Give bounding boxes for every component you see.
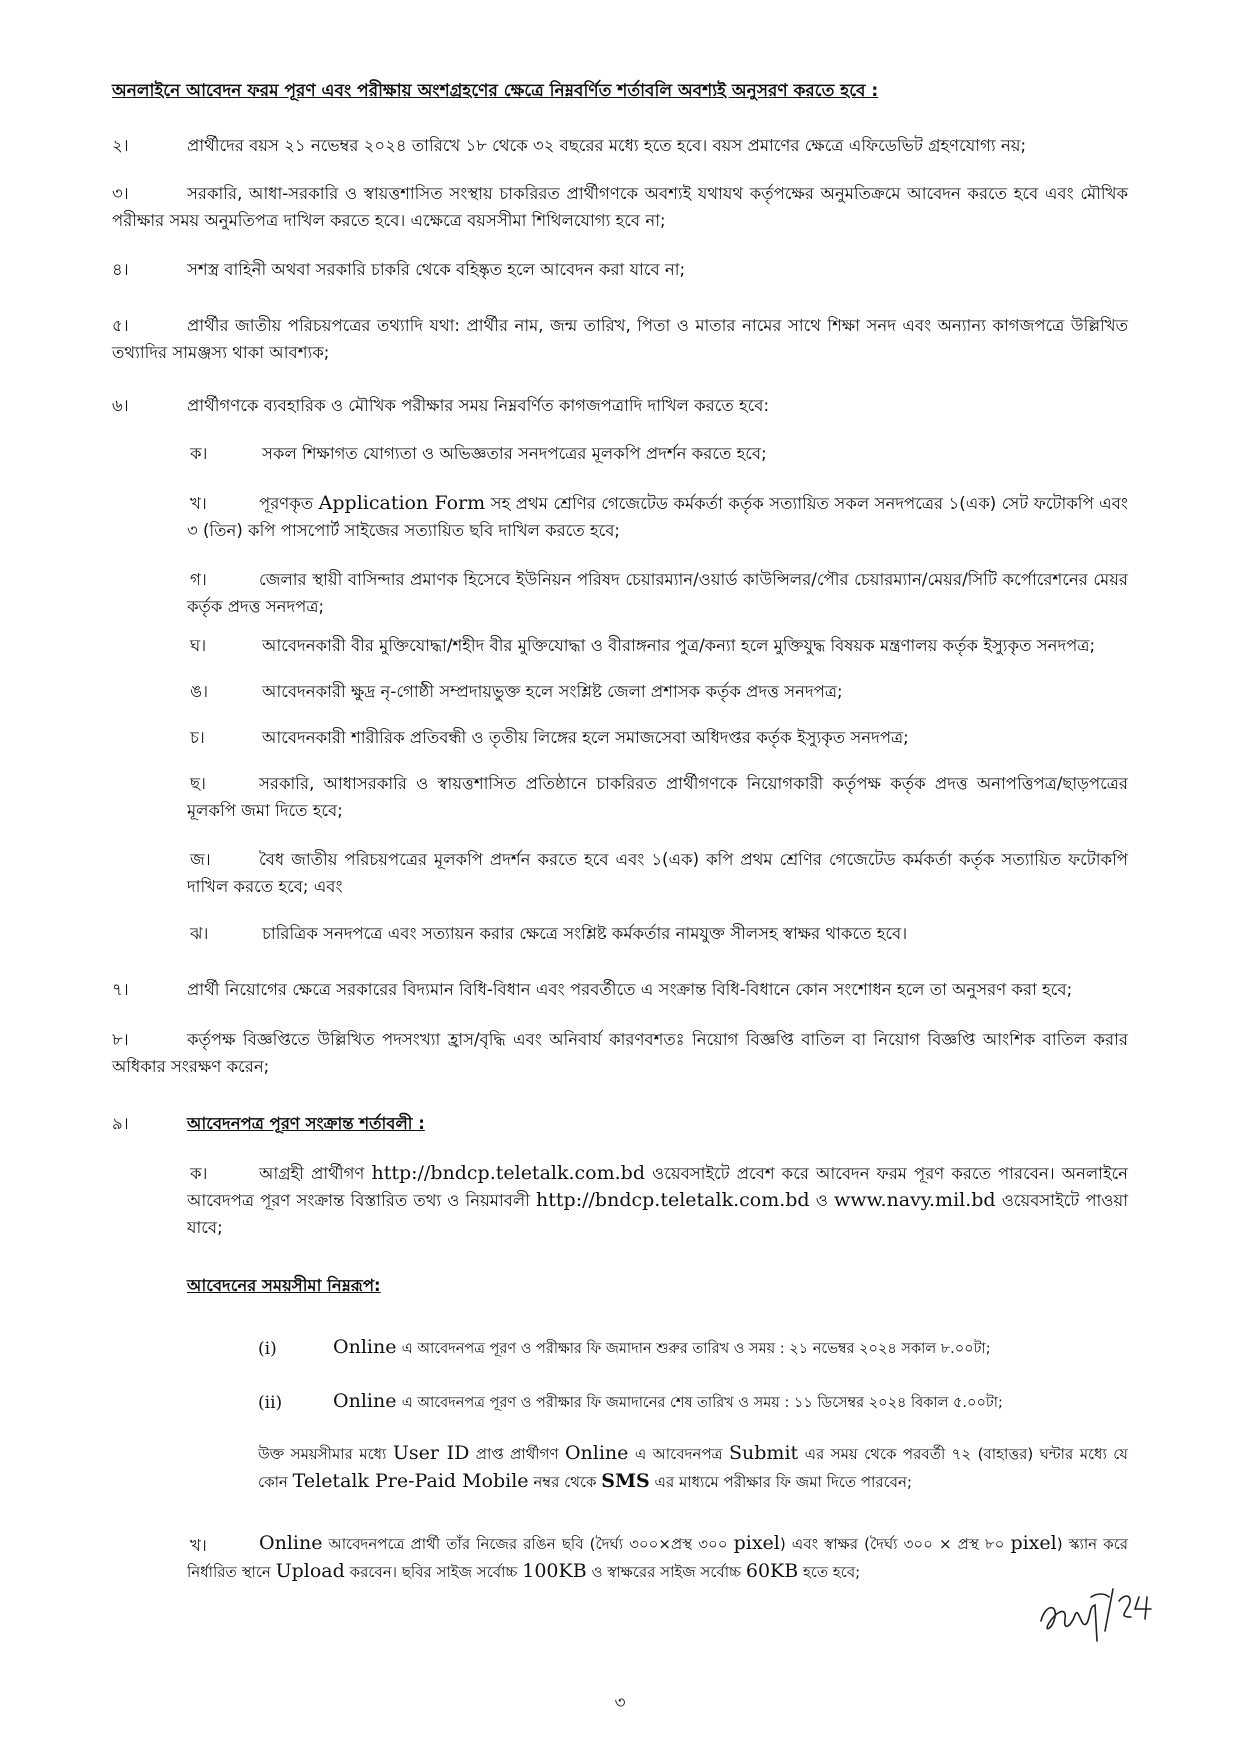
handwritten-signature xyxy=(1035,1575,1165,1649)
fee-paragraph: উক্ত সময়সীমার মধ্যে User ID প্রাপ্ত প্রার্থীগণ Online এ আবেদনপত্র Submit এর সময় থেকে পরবর্তী ৭২ (বাহাত্তর) ঘন্টার মধ্যে যে কোন Teletalk Pre-Paid Mobile নম্বর থেকে SMS এর মাধ্যমে পরীক্ষার ফি জমা দিতে পারবেন; xyxy=(258,1442,1128,1492)
item-number: ৫। xyxy=(112,316,129,335)
item-text: সরকারি, আধা-সরকারি ও স্বায়ত্তশাসিত সংস্থায় চাকরিরত প্রার্থীগণকে অবশ্যই যথাযথ কর্তৃপক্ষের অনুমতিক্রমে আবেদন করতে হবে এবং মৌখিক পরীক্ষার সময় অনুমতিপত্র দাখিল করতে হবে। এক্ষেত্রে বয়সসীমা শিথিলযোগ্য হবে না; xyxy=(112,184,1128,230)
item-text: কর্তৃপক্ষ বিজ্ঞপ্তিতে উল্লিখিত পদসংখ্যা হ্রাস/বৃদ্ধি এবং অনিবার্য কারণবশতঃ নিয়োগ বিজ্ঞপ্তি বাতিল বা নিয়োগ বিজ্ঞপ্তি আংশিক বাতিল করার অধিকার সংরক্ষণ করেন; xyxy=(112,1030,1128,1076)
sub-item-number: ঝ। xyxy=(190,924,209,943)
sub-item-text: বৈধ জাতীয় পরিচয়পত্রের মূলকপি প্রদর্শন করতে হবে এবং ১(এক) কপি প্রথম শ্রেণির গেজেটেড কর্মকর্তা কর্তৃক সত্যায়িত ফটোকপি দাখিল করতে হবে; এবং xyxy=(187,850,1128,896)
section-heading: আবেদনপত্র পূরণ সংক্রান্ত শর্তাবলী : xyxy=(187,1114,425,1133)
deadline-number: (i) xyxy=(258,1339,277,1359)
sub-item-text: সরকারি, আধাসরকারি ও স্বায়ত্তশাসিত প্রতিষ্ঠানে চাকরিরত প্রার্থীগণকে নিয়োগকারী কর্তৃপক্ষ কর্তৃক প্রদত্ত অনাপত্তিপত্র/ছাড়পত্রের মূলকপি জমা দিতে হবে; xyxy=(187,774,1128,820)
item-number: ২। xyxy=(112,136,129,155)
sub-item-number: গ। xyxy=(190,570,207,589)
sub-item-text: জেলার স্থায়ী বাসিন্দার প্রমাণক হিসেবে ইউনিয়ন পরিষদ চেয়ারম্যান/ওয়ার্ড কাউন্সিলর/পৌর চেয়ারম্যান/মেয়র/সিটি কর্পোরেশনের মেয়র কর্তৃক প্রদত্ত সনদপত্র; xyxy=(187,570,1128,616)
item-number: ৩। xyxy=(112,184,129,203)
sub-item-text: Online আবেদনপত্রে প্রার্থী তাঁর নিজের রঙিন ছবি (দৈর্ঘ্য ৩০০×প্রস্থ ৩০০ pixel) এবং স্বাক্ষর (দৈর্ঘ্য ৩০০ × প্রস্থ ৮০ pixel) স্ক্যান করে নির্ধারিত স্থানে Upload করবেন। ছবির সাইজ সর্বোচ্চ 100KB ও স্বাক্ষরের সাইজ সর্বোচ্চ 60KB হতে হবে; xyxy=(187,1532,1128,1582)
deadline-number: (ii) xyxy=(258,1393,283,1413)
item-text: সশস্ত্র বাহিনী অথবা সরকারি চাকরি থেকে বহিষ্কৃত হলে আবেদন করা যাবে না; xyxy=(187,260,686,279)
sub-item-number: চ। xyxy=(190,728,205,747)
page-heading: অনলাইনে আবেদন ফরম পূরণ এবং পরীক্ষায় অংশগ্রহণের ক্ষেত্রে নিম্নবর্ণিত শর্তাবলি অবশ্যই অনুসরণ করতে হবে : xyxy=(112,81,879,101)
sub-item-number: খ। xyxy=(190,494,207,513)
item-text: প্রার্থীর জাতীয় পরিচয়পত্রের তথ্যাদি যথা: প্রার্থীর নাম, জন্ম তারিখ, পিতা ও মাতার নামের সাথে শিক্ষা সনদ এবং অন্যান্য কাগজপত্রে উল্লিখিত তথ্যাদির সামঞ্জস্য থাকা আবশ্যক; xyxy=(112,316,1128,362)
deadline-end: Online এ আবেদনপত্র পূরণ ও পরীক্ষার ফি জমাদানের শেষ তারিখ ও সময় : ১১ ডিসেম্বর ২০২৪ বিকাল ৫.০০টা; xyxy=(333,1390,1003,1412)
sub-item-number: ক। xyxy=(190,1164,208,1183)
sub-item-number: জ। xyxy=(190,850,211,869)
sub-item-number: ঘ। xyxy=(190,636,207,655)
navy-url[interactable]: www.navy.mil.bd xyxy=(833,1189,996,1211)
item-text: প্রার্থীদের বয়স ২১ নভেম্বর ২০২৪ তারিখে ১৮ থেকে ৩২ বছরের মধ্যে হতে হবে। বয়স প্রমাণের ক্ষেত্রে এফিডেভিট গ্রহণযোগ্য নয়; xyxy=(187,136,1027,155)
item-text: প্রার্থী নিয়োগের ক্ষেত্রে সরকারের বিদ্যমান বিধি-বিধান এবং পরবর্তীতে এ সংক্রান্ত বিধি-বিধানে কোন সংশোধন হলে তা অনুসরণ করা হবে; xyxy=(187,980,1073,999)
page-number: ৩ xyxy=(614,1693,626,1713)
item-number: ৯। xyxy=(112,1114,129,1133)
sub-item-text: আবেদনকারী শারীরিক প্রতিবন্ধী ও তৃতীয় লিঙ্গের হলে সমাজসেবা অধিদপ্তর কর্তৃক ইস্যুকৃত সনদপত্র; xyxy=(262,728,909,747)
sub-item-text: সকল শিক্ষাগত যোগ্যতা ও অভিজ্ঞতার সনদপত্রের মূলকপি প্রদর্শন করতে হবে; xyxy=(262,444,767,463)
teletalk-url[interactable]: http://bndcp.teletalk.com.bd xyxy=(371,1162,645,1184)
sub-item-text: আবেদনকারী বীর মুক্তিযোদ্ধা/শহীদ বীর মুক্তিযোদ্ধা ও বীরাঙ্গনার পুত্র/কন্যা হলে মুক্তিযুদ্ধ বিষয়ক মন্ত্রণালয় কর্তৃক ইস্যুকৃত সনদপত্র; xyxy=(262,636,1096,655)
item-number: ৪। xyxy=(112,260,129,279)
deadline-start: Online এ আবেদনপত্র পূরণ ও পরীক্ষার ফি জমাদান শুরুর তারিখ ও সময় : ২১ নভেম্বর ২০২৪ সকাল ৮.০০টা; xyxy=(333,1336,991,1358)
sub-item-text: চারিত্রিক সনদপত্রে এবং সত্যায়ন করার ক্ষেত্রে সংশ্লিষ্ট কর্মকর্তার নামযুক্ত সীলসহ স্বাক্ষর থাকতে হবে। xyxy=(262,924,908,943)
sub-item-text: আবেদনকারী ক্ষুদ্র নৃ-গোষ্ঠী সম্প্রদায়ভুক্ত হলে সংশ্লিষ্ট জেলা প্রশাসক কর্তৃক প্রদত্ত সনদপত্র; xyxy=(262,682,843,701)
sub-item-number: ছ। xyxy=(190,774,206,793)
sub-item-number: ঙ। xyxy=(190,682,209,701)
item-number: ৮। xyxy=(112,1030,129,1049)
item-number: ৬। xyxy=(112,396,129,415)
application-form-text: Application Form xyxy=(318,492,486,514)
sub-item-text: পূরণকৃত Application Form সহ প্রথম শ্রেণির গেজেটেড কর্মকর্তা কর্তৃক সত্যায়িত সকল সনদপত্রের ১(এক) সেট ফটোকপি এবং ৩ (তিন) কপি পাসপোর্ট সাইজের সত্যায়িত ছবি দাখিল করতে হবে; xyxy=(187,492,1129,540)
sub-item-text: আগ্রহী প্রার্থীগণ http://bndcp.teletalk.com.bd ওয়েবসাইটে প্রবেশ করে আবেদন ফরম পূরণ করতে পারবেন। অনলাইনে আবেদপত্র পূরণ সংক্রান্ত বিস্তারিত তথ্য ও নিয়মাবলী http://bndcp.teletalk.com.bd ও www.navy.mil.bd ওয়েবসাইটে পাওয়া যাবে; xyxy=(187,1162,1129,1237)
teletalk-url[interactable]: http://bndcp.teletalk.com.bd xyxy=(536,1189,810,1211)
sub-item-number: খ। xyxy=(190,1536,207,1555)
item-text: প্রার্থীগণকে ব্যবহারিক ও মৌখিক পরীক্ষার সময় নিম্নবর্ণিত কাগজপত্রাদি দাখিল করতে হবে: xyxy=(187,396,770,415)
sub-item-number: ক। xyxy=(190,444,208,463)
deadline-heading: আবেদনের সময়সীমা নিম্নরূপ: xyxy=(187,1276,381,1295)
item-number: ৭। xyxy=(112,980,129,999)
